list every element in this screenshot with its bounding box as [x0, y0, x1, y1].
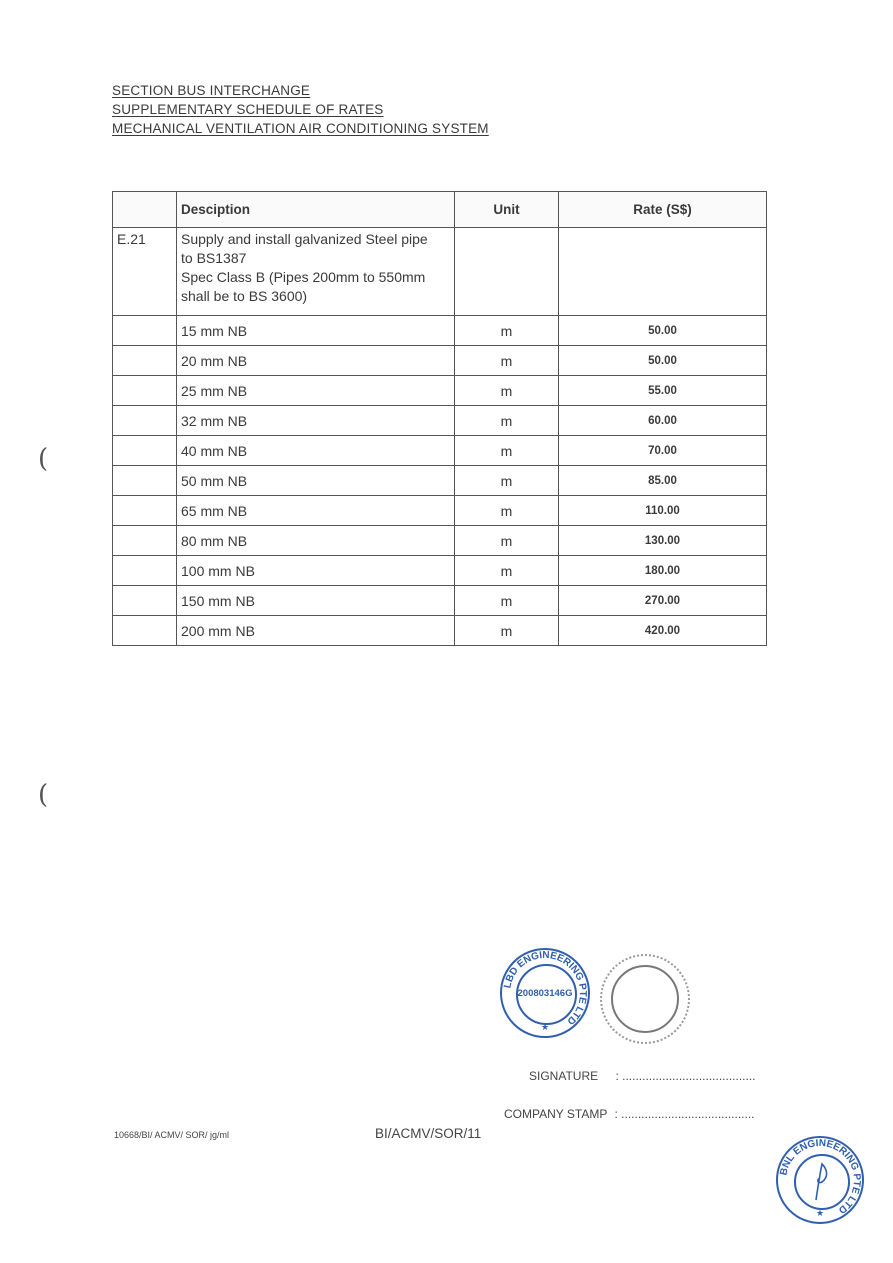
row-unit: m [455, 346, 559, 376]
item-description [177, 228, 455, 316]
table-row [113, 526, 767, 556]
table-row [113, 316, 767, 346]
header-unit: Unit [455, 192, 559, 228]
svg-text:BNL ENGINEERING PTE LTD: BNL ENGINEERING PTE LTD [778, 1138, 862, 1216]
company-stamp-label: COMPANY STAMP [504, 1107, 608, 1121]
row-unit: m [455, 466, 559, 496]
table-header-row [113, 192, 767, 228]
row-rate: 180.00 [559, 556, 767, 586]
row-description: 32 mm NB [177, 406, 455, 436]
row-rate: 50.00 [559, 346, 767, 376]
margin-mark: ( [38, 780, 49, 810]
seal-star: ★ [815, 1208, 825, 1218]
item-rate-empty [559, 228, 767, 316]
table-row [113, 586, 767, 616]
row-unit: m [455, 436, 559, 466]
document-header [112, 81, 489, 138]
item-desc-line: Spec Class B (Pipes 200mm to 550mm [181, 269, 426, 285]
signature-line [529, 1069, 756, 1083]
svg-text:LBD ENGINEERING PTE LTD: LBD ENGINEERING PTE LTD [502, 950, 588, 1027]
row-description: 100 mm NB [177, 556, 455, 586]
item-desc-line: Supply and install galvanized Steel pipe [181, 231, 428, 247]
item-desc-line: shall be to BS 3600) [181, 288, 308, 304]
row-unit: m [455, 376, 559, 406]
seal-inner-ring [794, 1154, 850, 1210]
header-schedule-title: SUPPLEMENTARY SCHEDULE OF RATES [112, 102, 384, 117]
row-rate: 130.00 [559, 526, 767, 556]
company-stamp-line [504, 1107, 755, 1121]
header-rate: Rate (S$) [559, 192, 767, 228]
item-desc-line: to BS1387 [181, 250, 247, 266]
row-description: 50 mm NB [177, 466, 455, 496]
row-description: 40 mm NB [177, 436, 455, 466]
row-description: 65 mm NB [177, 496, 455, 526]
handwritten-signature [796, 1156, 848, 1208]
row-description: 80 mm NB [177, 526, 455, 556]
row-unit: m [455, 406, 559, 436]
header-code [113, 192, 177, 228]
table-row [113, 376, 767, 406]
faded-seal-inner-ring [611, 965, 679, 1033]
schedule-of-rates-table [112, 191, 767, 646]
company-stamp-dots: : ........................................ [614, 1107, 755, 1121]
row-unit: m [455, 526, 559, 556]
row-code [113, 586, 177, 616]
signature-label: SIGNATURE [529, 1069, 599, 1083]
table-row [113, 466, 767, 496]
header-system-title: MECHANICAL VENTILATION AIR CONDITIONING SYSTEM [112, 121, 489, 136]
faded-seal [600, 954, 690, 1044]
row-unit: m [455, 556, 559, 586]
row-rate: 55.00 [559, 376, 767, 406]
row-rate: 420.00 [559, 616, 767, 646]
row-code [113, 316, 177, 346]
row-code [113, 406, 177, 436]
table-row [113, 616, 767, 646]
row-code [113, 466, 177, 496]
row-description: 200 mm NB [177, 616, 455, 646]
row-code [113, 376, 177, 406]
row-code [113, 616, 177, 646]
row-unit: m [455, 496, 559, 526]
row-description: 150 mm NB [177, 586, 455, 616]
seal-registration-number: 200803146G [517, 988, 573, 999]
row-unit: m [455, 316, 559, 346]
row-rate: 270.00 [559, 586, 767, 616]
row-unit: m [455, 616, 559, 646]
row-rate: 60.00 [559, 406, 767, 436]
item-unit-empty [455, 228, 559, 316]
item-description-row [113, 228, 767, 316]
row-rate: 70.00 [559, 436, 767, 466]
footer-reference-left: 10668/BI/ ACMV/ SOR/ jg/ml [114, 1130, 230, 1140]
seal-star: ★ [540, 1022, 550, 1032]
company-seal-bnl [776, 1136, 864, 1224]
header-description: Desciption [177, 192, 455, 228]
table-row [113, 406, 767, 436]
table-row [113, 496, 767, 526]
row-rate: 50.00 [559, 316, 767, 346]
row-description: 15 mm NB [177, 316, 455, 346]
company-seal-lbd [500, 948, 590, 1038]
footer-reference-center: BI/ACMV/SOR/11 [375, 1126, 482, 1141]
row-description: 20 mm NB [177, 346, 455, 376]
row-code [113, 346, 177, 376]
row-unit: m [455, 586, 559, 616]
table-row [113, 436, 767, 466]
signature-dots: : ........................................ [615, 1069, 756, 1083]
row-rate: 85.00 [559, 466, 767, 496]
row-rate: 110.00 [559, 496, 767, 526]
margin-mark: ( [38, 444, 49, 474]
table-row [113, 346, 767, 376]
row-code [113, 436, 177, 466]
row-description: 25 mm NB [177, 376, 455, 406]
table-row [113, 556, 767, 586]
header-section-title: SECTION BUS INTERCHANGE [112, 83, 311, 98]
item-code: E.21 [113, 228, 177, 316]
row-code [113, 556, 177, 586]
row-code [113, 496, 177, 526]
row-code [113, 526, 177, 556]
